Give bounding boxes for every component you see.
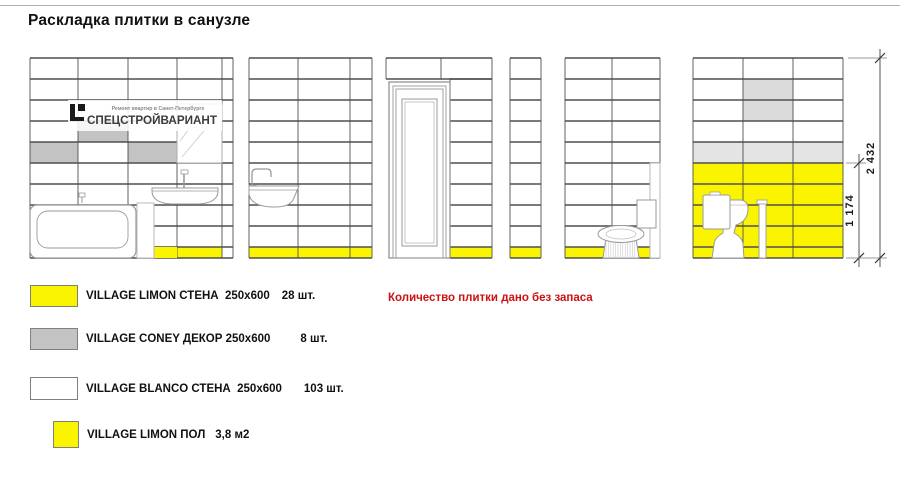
- logo-fixture: [68, 100, 222, 131]
- tile: [793, 205, 843, 226]
- tile-grid: [249, 58, 372, 258]
- legend-swatch-yellow-wall: [30, 285, 78, 307]
- dim-yellow-height: [844, 154, 866, 267]
- wall-panel-bathtub: [30, 58, 233, 258]
- legend-label: VILLAGE LIMON ПОЛ: [87, 428, 206, 441]
- tile: [30, 142, 78, 163]
- tile: [249, 247, 298, 258]
- dimension-label: 2 432: [865, 141, 877, 175]
- top-rule: [0, 5, 900, 6]
- legend-qty: 8 шт.: [300, 333, 328, 345]
- wall-panel-sink: [249, 58, 372, 258]
- tile: [743, 205, 793, 226]
- tile-grid: [386, 58, 492, 79]
- tile: [793, 247, 843, 258]
- faucet-small-fixture: [79, 193, 85, 203]
- wall-panel-toilet-side: [693, 58, 843, 258]
- legend-item-limon-wall: [30, 285, 315, 307]
- dim-total-height: [846, 49, 887, 267]
- svg-text:Ремонт квартир в Санкт-Петербу: Ремонт квартир в Санкт-Петербурге: [111, 106, 205, 112]
- wall-panel-strip: [510, 58, 541, 258]
- legend-item-blanco-wall: [30, 377, 344, 400]
- tile: [450, 247, 492, 258]
- tile: [177, 247, 222, 258]
- legend-item-coney-decor: [30, 328, 327, 350]
- svg-text:СПЕЦСТРОЙВАРИАНТ: СПЕЦСТРОЙВАРИАНТ: [87, 113, 221, 127]
- tile: [743, 79, 793, 100]
- tile: [743, 163, 793, 184]
- tile: [793, 184, 843, 205]
- tile: [743, 100, 793, 121]
- legend-item-limon-floor: [53, 421, 249, 448]
- tile: [743, 226, 793, 247]
- tile-grid: [510, 58, 541, 258]
- tile-grid: [450, 79, 492, 258]
- tile: [793, 226, 843, 247]
- legend-qty: 3,8 м2: [215, 428, 250, 441]
- tile: [693, 142, 743, 163]
- legend-qty: 28 шт.: [281, 290, 316, 302]
- tile: [743, 247, 793, 258]
- tile: [510, 247, 541, 258]
- legend-qty: 103 шт.: [303, 382, 344, 395]
- bathtub-fixture: [30, 205, 136, 258]
- wall-panel-toilet-front: [565, 58, 660, 258]
- legend-swatch-yellow-floor: [53, 421, 79, 448]
- basin2-fixture: [249, 186, 299, 207]
- legend-swatch-white-wall: [30, 377, 78, 400]
- tile: [350, 247, 372, 258]
- tile: [743, 142, 793, 163]
- pipe-box-fixture: [137, 203, 154, 258]
- legend-label: VILLAGE BLANCO СТЕНА 250x600: [86, 382, 282, 395]
- basin-fixture: [152, 188, 218, 204]
- dimension-label: 1 174: [844, 194, 856, 227]
- tile: [298, 247, 350, 258]
- note-no-reserve: Количество плитки дано без запаса: [388, 292, 593, 304]
- tile: [793, 163, 843, 184]
- faucet-fixture: [181, 170, 188, 189]
- page-title: Раскладка плитки в санузле: [28, 12, 251, 29]
- wall-panel-door: [386, 58, 492, 258]
- tile: [128, 142, 177, 163]
- legend-label: VILLAGE CONEY ДЕКОР 250x600: [86, 333, 271, 345]
- legend-label: VILLAGE LIMON СТЕНА 250x600: [86, 290, 270, 302]
- tile: [693, 163, 743, 184]
- legend-swatch-gray-decor: [30, 328, 78, 350]
- door-fixture: [389, 82, 450, 258]
- tile: [743, 184, 793, 205]
- tile: [793, 142, 843, 163]
